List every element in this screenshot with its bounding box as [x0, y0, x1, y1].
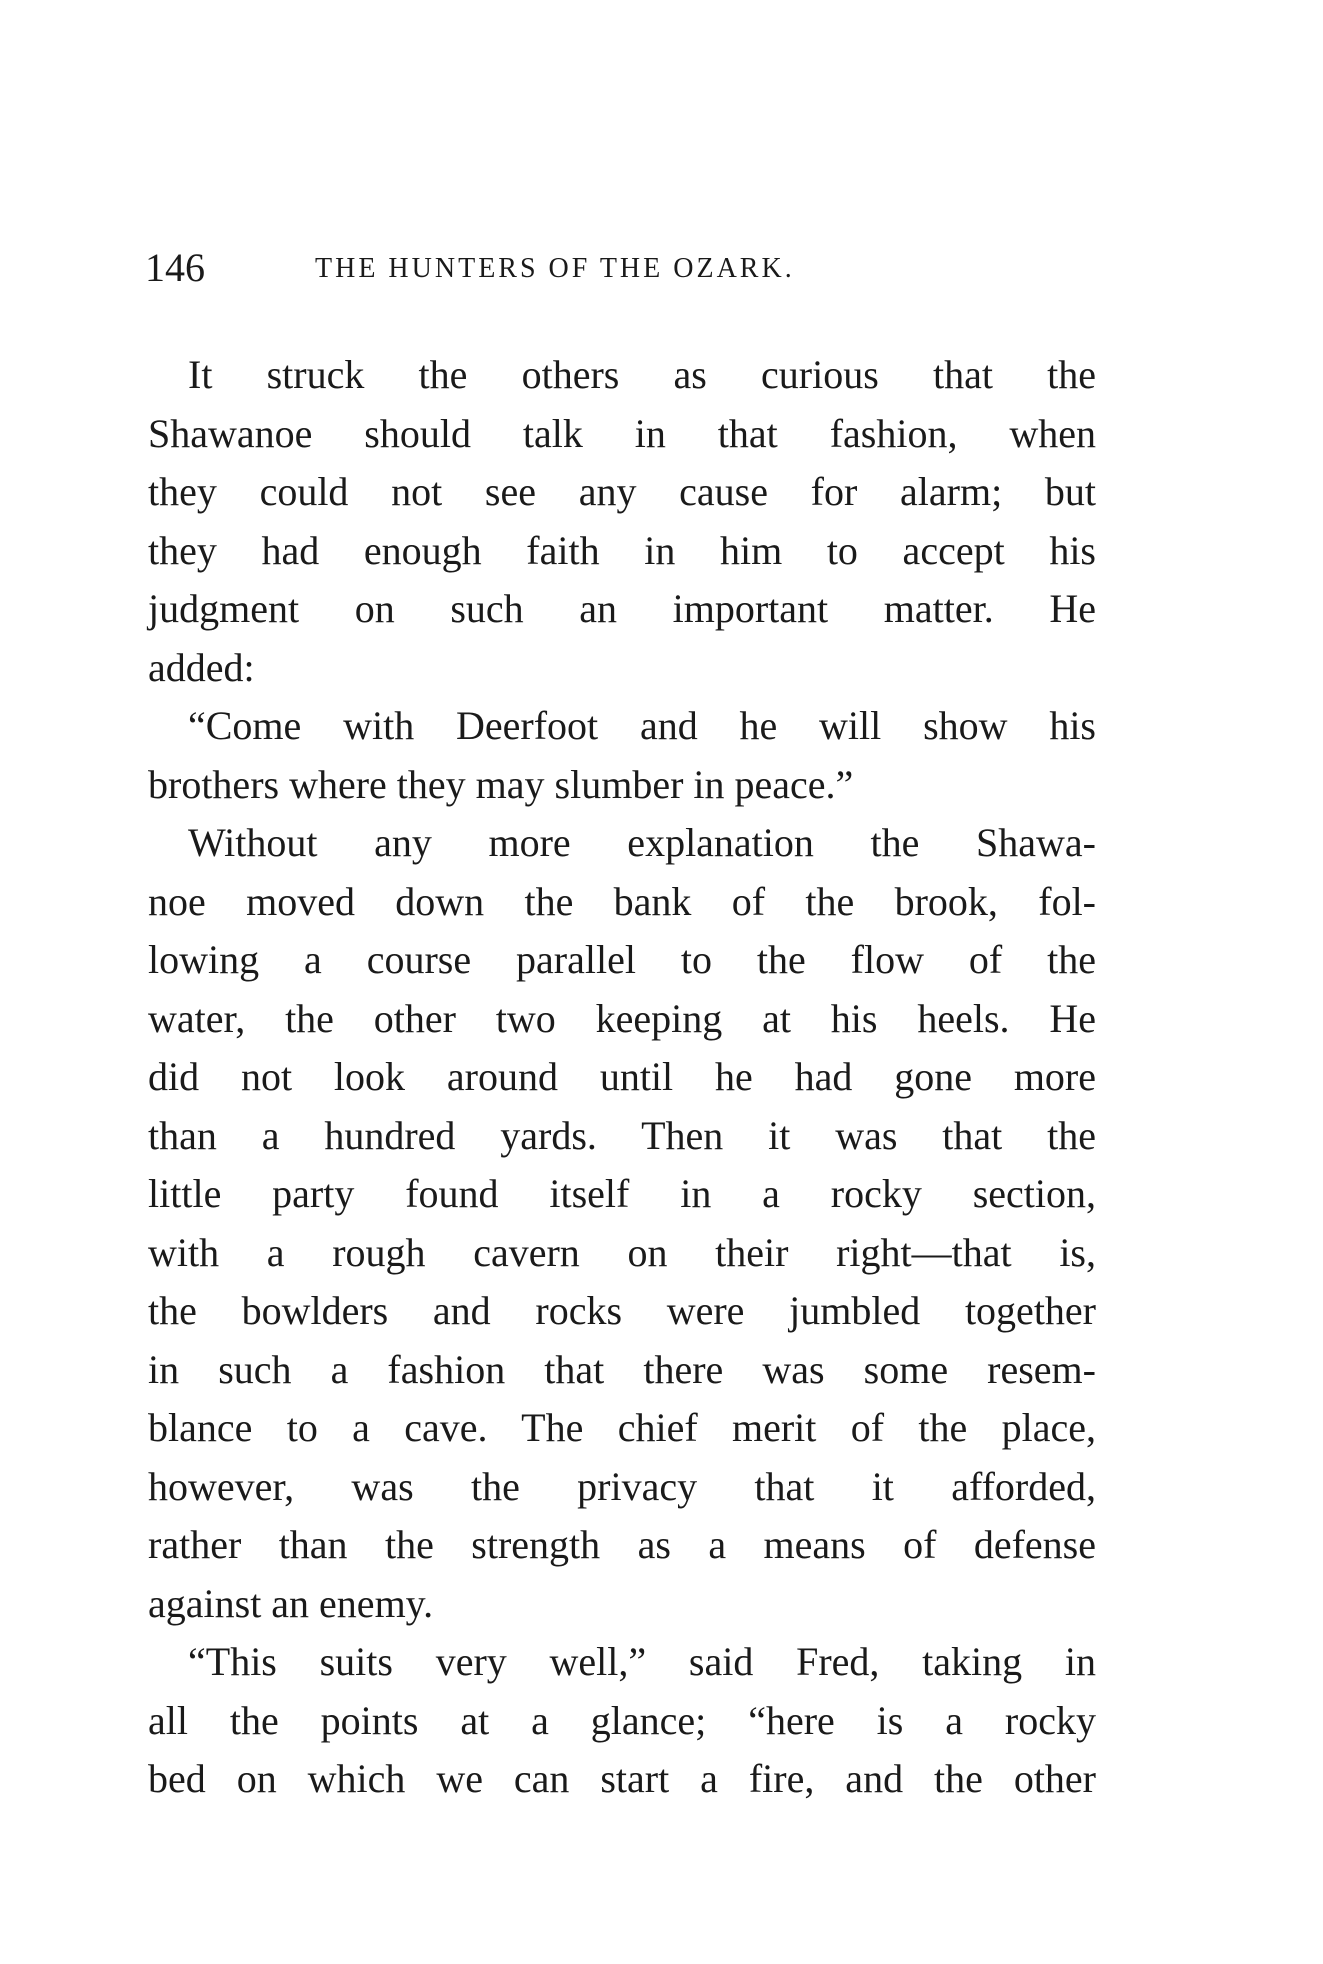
text-line: all the points at a glance; “here is a rocky [148, 1697, 1096, 1743]
text-line: Without any more explanation the Shawa- [188, 820, 1096, 865]
text-line: lowing a course parallel to the flow of the [148, 937, 1096, 982]
body-text [148, 346, 1096, 1809]
text-line: Shawanoe should talk in that fashion, when [148, 410, 1096, 456]
text-line: they could not see any cause for alarm; but [148, 469, 1096, 514]
running-title: THE HUNTERS OF THE OZARK. [315, 253, 795, 284]
text-line: bed on which we can start a fire, and the other [148, 1756, 1096, 1801]
text-line: blance to a cave. The chief merit of the place, [148, 1405, 1096, 1450]
text-line: “This suits very well,” said Fred, taking in [188, 1639, 1096, 1684]
text-line: judgment on such an important matter. He [148, 586, 1096, 631]
text-line: “Come with Deerfoot and he will show his [188, 703, 1096, 748]
text-line: added: [148, 644, 255, 690]
text-line: little party found itself in a rocky section, [148, 1171, 1096, 1216]
text-line: in such a fashion that there was some resem- [148, 1346, 1096, 1392]
text-line: brothers where they may slumber in peace.” [148, 761, 854, 807]
text-line: however, was the privacy that it afforded, [148, 1463, 1096, 1509]
text-line: with a rough cavern on their right—that is, [148, 1229, 1096, 1275]
text-line: than a hundred yards. Then it was that the [148, 1112, 1096, 1158]
text-line: the bowlders and rocks were jumbled together [148, 1288, 1096, 1333]
text-line: noe moved down the bank of the brook, fol- [148, 878, 1096, 924]
text-line: rather than the strength as a means of defense [148, 1522, 1096, 1567]
text-line: It struck the others as curious that the [188, 352, 1096, 397]
page-header [145, 245, 1105, 290]
text-line: against an enemy. [148, 1580, 434, 1626]
text-line: did not look around until he had gone more [148, 1054, 1096, 1099]
page-number: 146 [145, 245, 205, 290]
text-line: water, the other two keeping at his heels. He [148, 995, 1096, 1041]
text-line: they had enough faith in him to accept his [148, 527, 1096, 573]
